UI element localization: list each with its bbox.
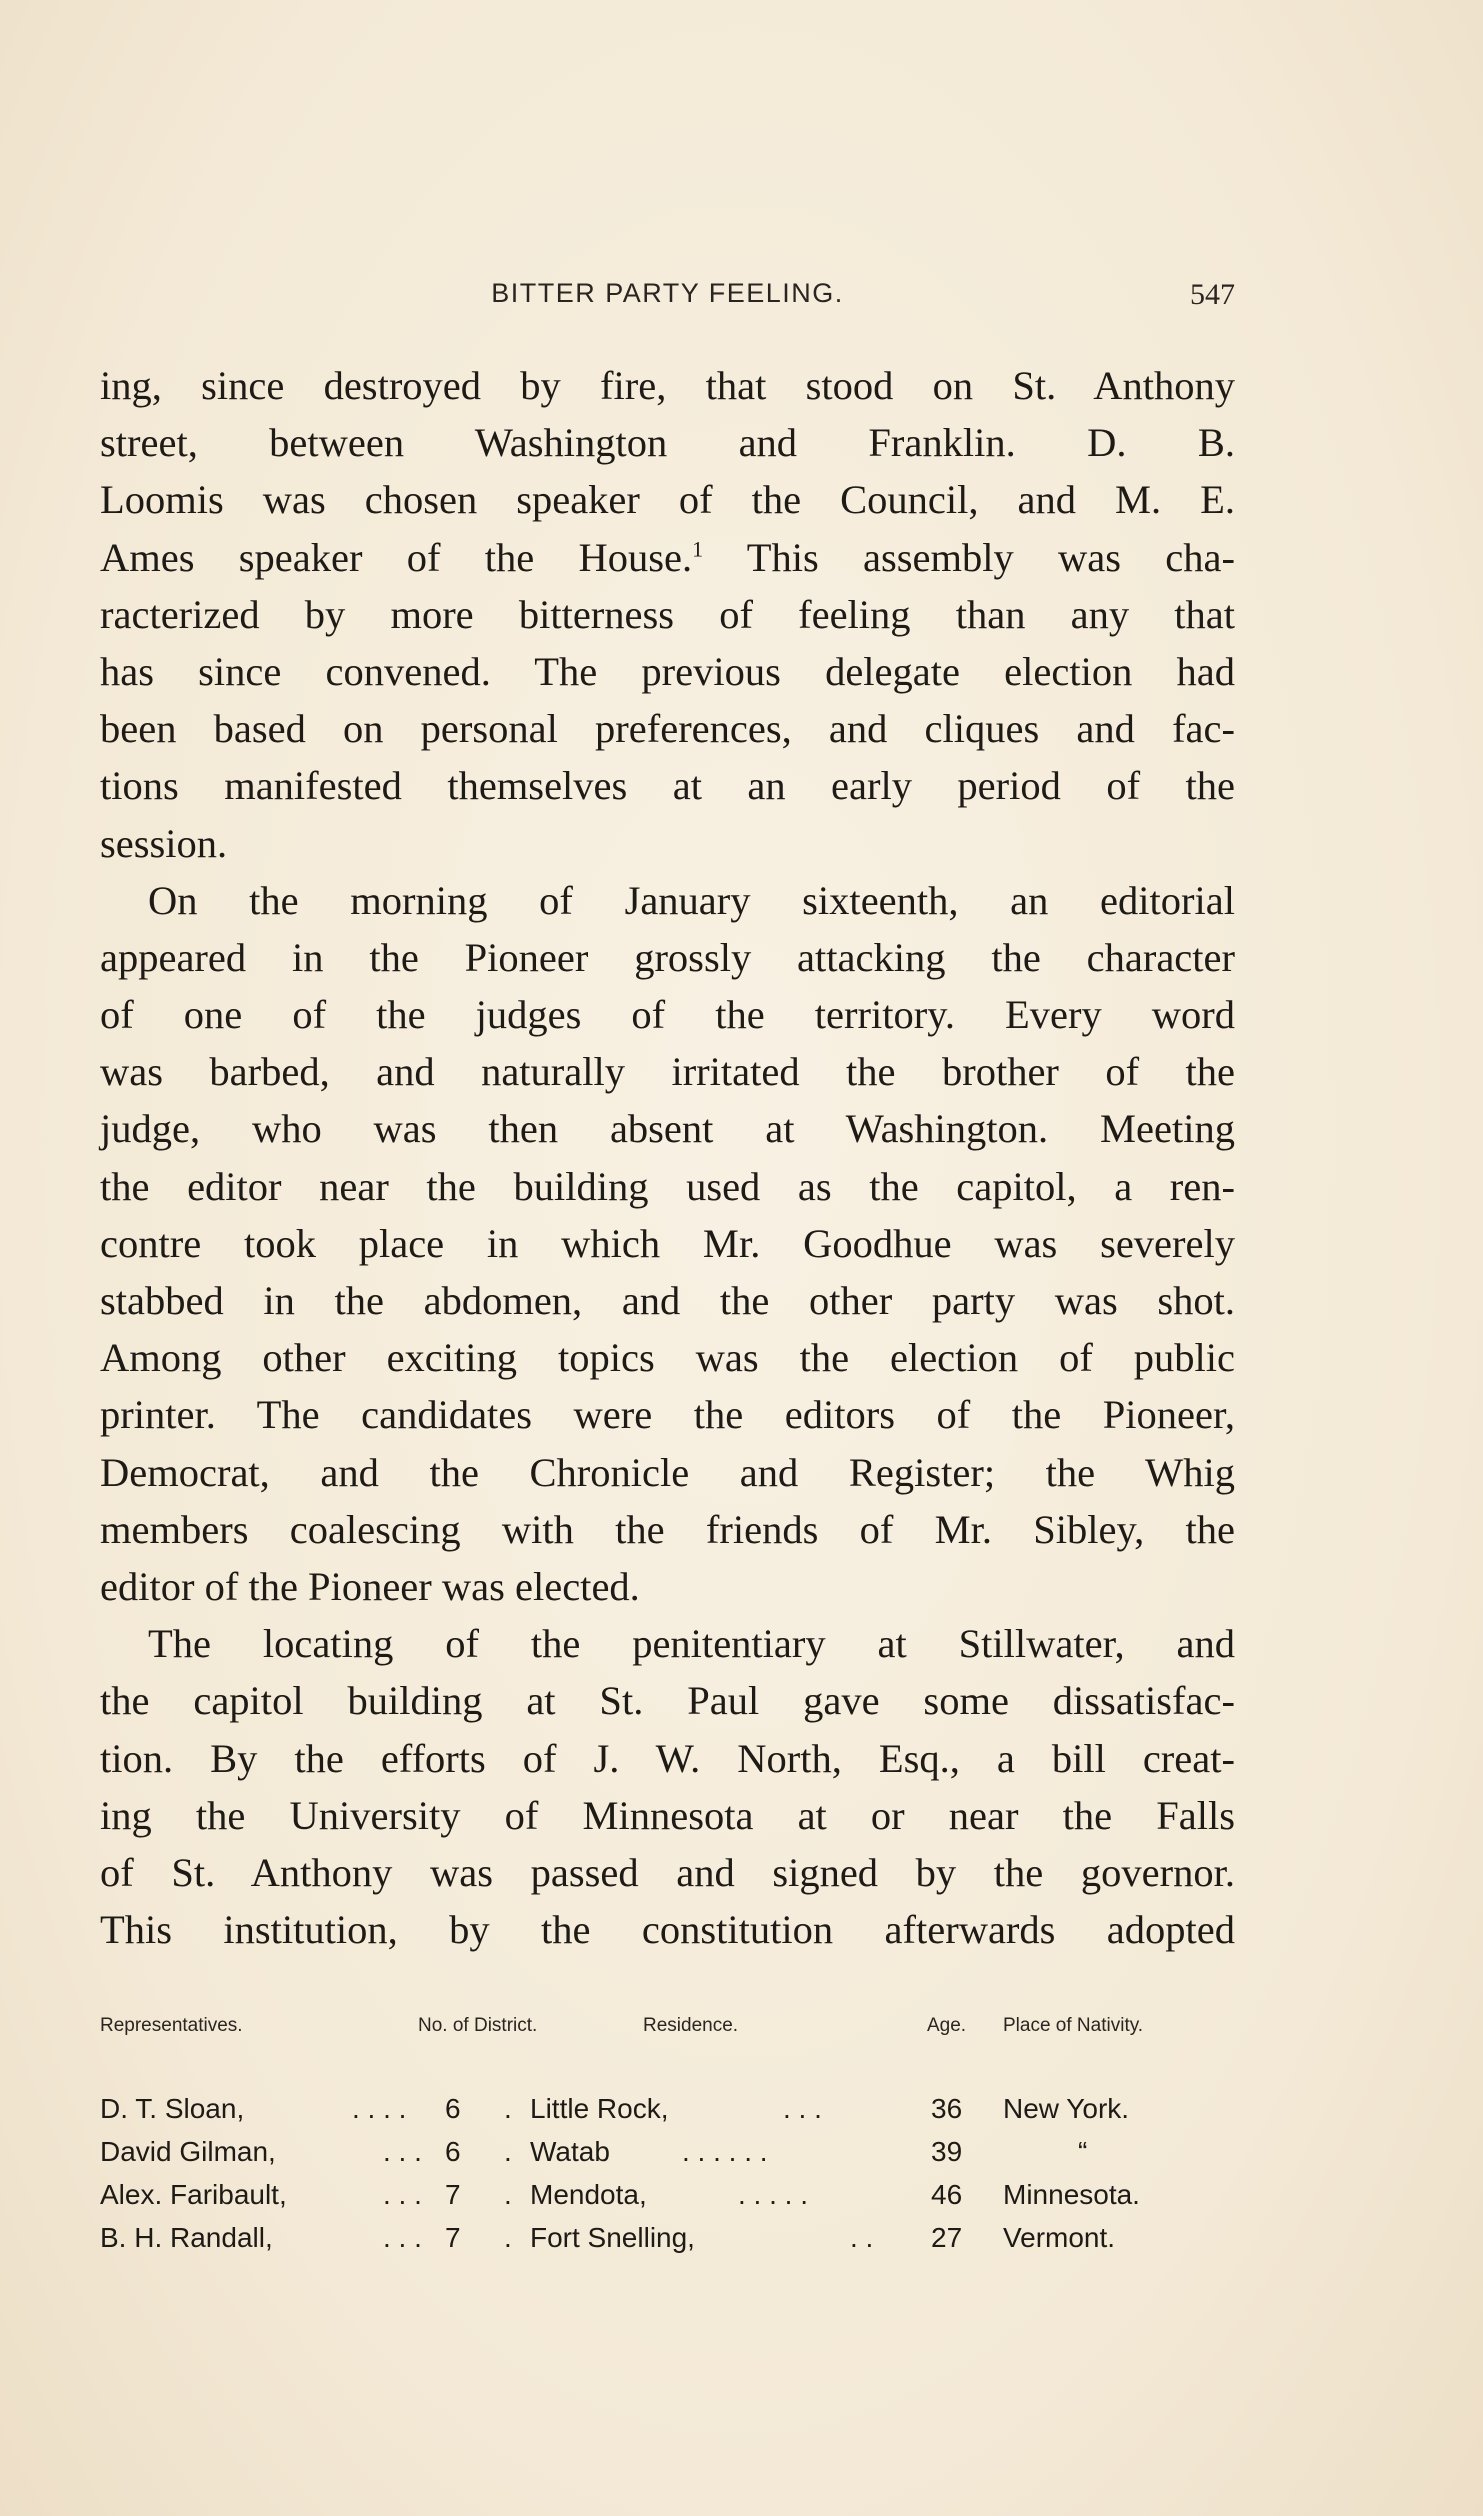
cell-name: Alex. Faribault,	[100, 2179, 287, 2210]
cell-nativity: New York.	[1003, 2093, 1130, 2124]
text-line: of one of the judges of the territory. Every word	[100, 992, 1235, 1038]
cell-age: 39	[931, 2136, 963, 2167]
cell-leader: . . .	[383, 2136, 422, 2167]
cell-district: 6	[445, 2136, 461, 2167]
cell-residence: Watab	[530, 2136, 610, 2167]
table-row	[100, 2179, 1235, 2222]
cell-district: 7	[445, 2222, 461, 2253]
header-district: No. of District.	[418, 2015, 538, 2036]
cell-leader: . .	[850, 2222, 874, 2253]
table-row	[100, 2093, 1235, 2136]
running-title: BITTER PARTY FEELING.	[491, 278, 844, 308]
text-line: judge, who was then absent at Washington. Meeting	[100, 1106, 1235, 1152]
header-age: Age.	[927, 2015, 967, 2036]
text-line-with-footnote	[100, 529, 1235, 586]
body-text	[100, 357, 1235, 1958]
header-representatives: Representatives.	[100, 2015, 243, 2036]
cell-leader: . . . . .	[738, 2179, 809, 2210]
text-line: ing, since destroyed by fire, that stood on St. Anthony	[100, 363, 1235, 408]
text-line: contre took place in which Mr. Goodhue was severely	[100, 1220, 1235, 1266]
cell-leader: . . . . . .	[682, 2136, 768, 2167]
text-line: the capitol building at St. Paul gave some dissatisfac-	[100, 1678, 1235, 1724]
cell-age: 27	[931, 2222, 963, 2253]
cell-separator: .	[504, 2179, 512, 2210]
text-line: racterized by more bitterness of feeling than any that	[100, 591, 1235, 637]
cell-leader: . . .	[783, 2093, 822, 2124]
table-row	[100, 2222, 1235, 2265]
text-line: the editor near the building used as the capitol, a ren-	[100, 1163, 1235, 1209]
table-header-row	[100, 2015, 1235, 2055]
running-head	[100, 278, 1235, 318]
text-line: tions manifested themselves at an early period of the	[100, 763, 1235, 809]
text-segment: This assembly was cha-	[703, 534, 1235, 580]
text-line: been based on personal preferences, and cliques and fac-	[100, 706, 1235, 752]
cell-district: 6	[445, 2093, 461, 2124]
cell-leader: . . .	[383, 2179, 422, 2210]
text-line: street, between Washington and Franklin. D. B.	[100, 420, 1235, 466]
cell-name: D. T. Sloan,	[100, 2093, 245, 2124]
text-line: has since convened. The previous delegate election had	[100, 648, 1235, 694]
cell-separator: .	[504, 2222, 512, 2253]
text-line: editor of the Pioneer was elected.	[100, 1563, 640, 1609]
text-line: tion. By the efforts of J. W. North, Esq., a bill creat-	[100, 1735, 1235, 1781]
table-body	[100, 2093, 1235, 2265]
header-residence: Residence.	[643, 2015, 739, 2036]
text-line: stabbed in the abdomen, and the other party was shot.	[100, 1278, 1235, 1323]
text-line: The locating of the penitentiary at Stillwater, and	[148, 1621, 1235, 1667]
header-nativity: Place of Nativity.	[1003, 2015, 1144, 2036]
text-line: appeared in the Pioneer grossly attacking the character	[100, 934, 1235, 980]
text-line: Loomis was chosen speaker of the Council, and M. E.	[100, 477, 1235, 523]
cell-district: 7	[445, 2179, 461, 2210]
text-line: of St. Anthony was passed and signed by the governor.	[100, 1849, 1235, 1895]
cell-leader: . . . .	[352, 2093, 407, 2124]
cell-nativity: Minnesota.	[1003, 2179, 1140, 2210]
cell-leader: . . .	[383, 2222, 422, 2253]
text-line: ing the University of Minnesota at or near the Falls	[100, 1792, 1235, 1838]
text-line: Democrat, and the Chronicle and Register; the Whig	[100, 1449, 1235, 1495]
text-line: printer. The candidates were the editors of the Pioneer,	[100, 1392, 1235, 1438]
cell-age: 46	[931, 2179, 963, 2210]
cell-age: 36	[931, 2093, 963, 2124]
cell-nativity: Vermont.	[1003, 2222, 1116, 2253]
cell-residence: Fort Snelling,	[530, 2222, 695, 2253]
text-line: was barbed, and naturally irritated the brother of the	[100, 1049, 1235, 1095]
cell-separator: .	[504, 2136, 512, 2167]
cell-separator: .	[504, 2093, 512, 2124]
footnote-marker: 1	[692, 536, 704, 562]
page-number: 547	[1190, 278, 1235, 311]
text-line: This institution, by the constitution afterwards adopted	[100, 1907, 1235, 1953]
text-line: Among other exciting topics was the election of public	[100, 1335, 1235, 1381]
representatives-table	[100, 2015, 1235, 2265]
text-line: session.	[100, 820, 228, 866]
text-line: On the morning of January sixteenth, an editorial	[148, 877, 1235, 923]
text-line: members coalescing with the friends of Mr. Sibley, the	[100, 1506, 1235, 1552]
cell-residence: Little Rock,	[530, 2093, 669, 2124]
table-row	[100, 2136, 1235, 2179]
text-segment: Ames speaker of the House.	[100, 534, 693, 580]
cell-residence: Mendota,	[530, 2179, 647, 2210]
cell-name: B. H. Randall,	[100, 2222, 273, 2253]
cell-name: David Gilman,	[100, 2136, 276, 2167]
cell-nativity: “	[1078, 2136, 1088, 2167]
